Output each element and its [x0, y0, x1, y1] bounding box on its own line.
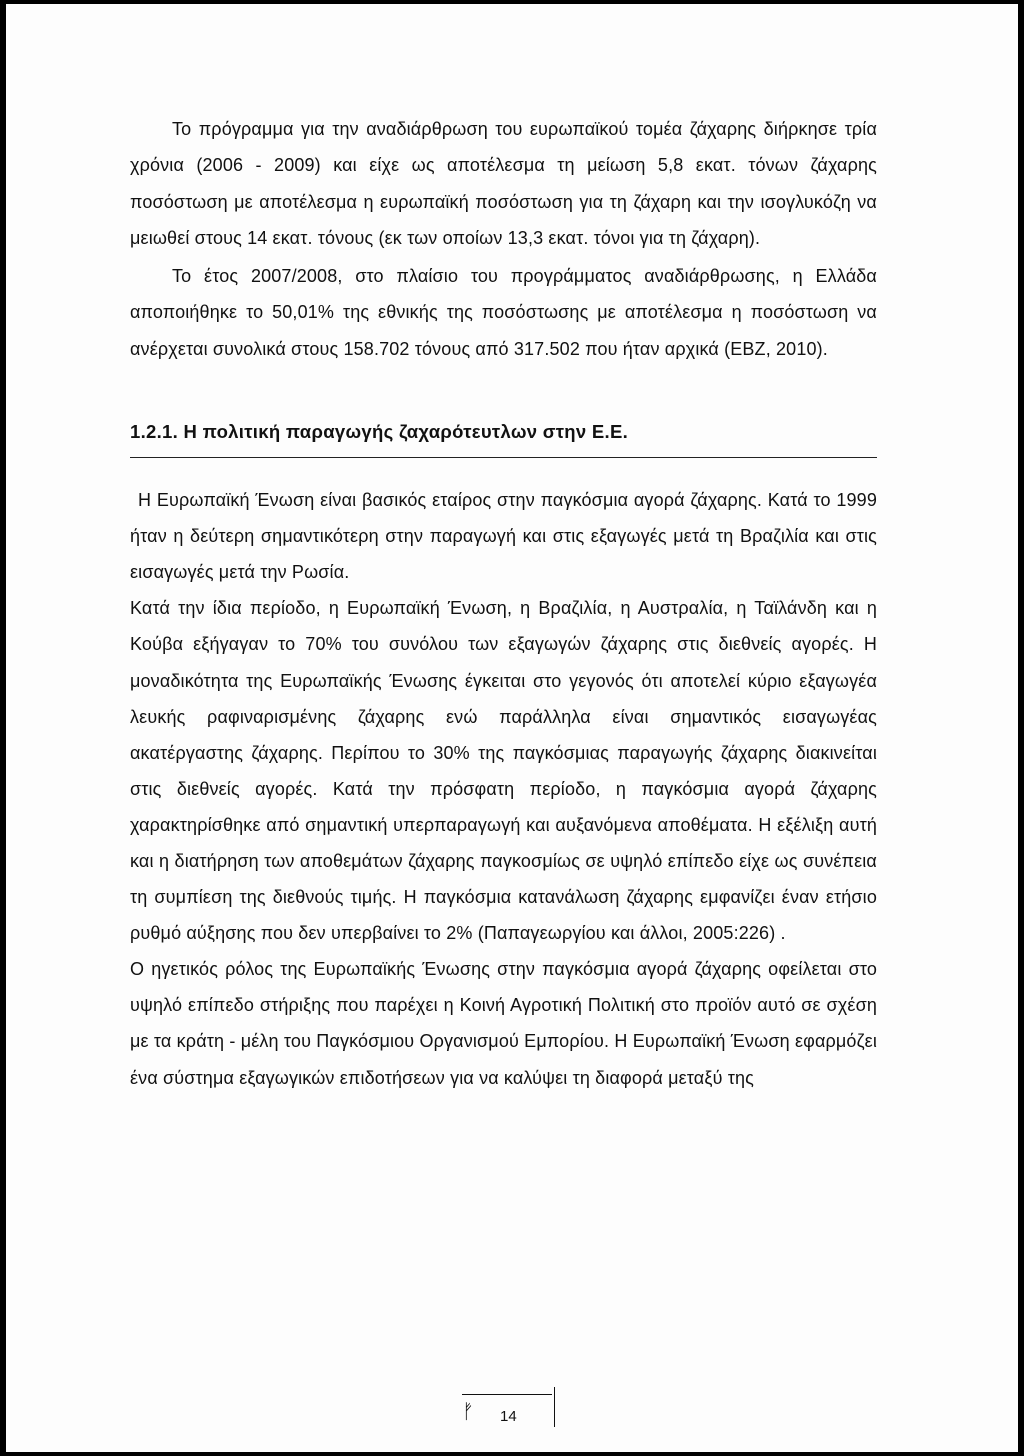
paragraph-restructuring-program: Το πρόγραμμα για την αναδιάρθρωση του ευρωπαϊκού τομέα ζάχαρης διήρκησε τρία χρόνια (2006 - 2009) και είχε ως αποτέλεσμα τη μείωση 5,8 εκατ. τόνων ζάχαρης ποσόστωση με αποτέλεσμα η ευρωπαϊκή ποσόστωση για τη ζάχαρη και την ισογλυκόζη να μειωθεί στους 14 εκατ. τόνους (εκ των οποίων 13,3 εκατ. τόνοι για τη ζάχαρη).: [130, 119, 877, 248]
page-number: 14: [500, 1408, 517, 1425]
page-content: [130, 111, 877, 1096]
paragraph-world-market: Κατά την ίδια περίοδο, η Ευρωπαϊκή Ένωση, η Βραζιλία, η Αυστραλία, η Ταϊλάνδη και η Κούβα εξήγαγαν το 70% του συνόλου των εξαγωγών ζάχαρης στις διεθνείς αγορές. Η μοναδικότητα της Ευρωπαϊκής Ένωσης έγκειται στο γεγονός ότι αποτελεί κύριο εξαγωγέα λευκής ραφιναρισμένης ζάχαρης ενώ παράλληλα είναι σημαντικός εισαγωγέας ακατέργαστης ζάχαρης. Περίπου το 30% της παγκόσμιας παραγωγής ζάχαρης διακινείται στις διεθνείς αγορές. Κατά την πρόσφατη περίοδο, η παγκόσμια αγορά ζάχαρης χαρακτηρίσθηκε από σημαντική υπερπαραγωγή και αυξανόμενα αποθέματα. Η εξέλιξη αυτή και η διατήρηση των αποθεμάτων ζάχαρης παγκοσμίως σε υψηλό επίπεδο είχε ως συνέπεια τη συμπίεση της διεθνούς τιμής. Η παγκόσμια κατανάλωση ζάχαρης εμφανίζει έναν ετήσιο ρυθμό αύξησης που δεν υπερβαίνει το 2% (Παπαγεωργίου και άλλοι, 2005:226) .: [130, 598, 877, 944]
paragraph-eu-partner: Η Ευρωπαϊκή Ένωση είναι βασικός εταίρος στην παγκόσμια αγορά ζάχαρης. Κατά το 1999 ήταν η δεύτερη σημαντικότερη στην παραγωγή και στις εξαγωγές μετά τη Βραζιλία και στις εισαγωγές μετά την Ρωσία.: [130, 490, 877, 583]
section-body: [130, 482, 877, 1096]
heading-underline: [130, 457, 877, 458]
paragraph-greece-quota: Το έτος 2007/2008, στο πλαίσιο του προγράμματος αναδιάρθρωσης, η Ελλάδα αποποιήθηκε το 50,01% της εθνικής της ποσόστωσης με αποτέλεσμα η ποσόστωση να ανέρχεται συνολικά στους 158.702 τόνους από 317.502 που ήταν αρχικά (ΕΒΖ, 2010).: [130, 266, 877, 359]
page-number-top-line: [462, 1394, 552, 1395]
document-page: [6, 4, 1018, 1452]
page-number-box: [462, 1387, 560, 1427]
section-heading: 1.2.1. Η πολιτική παραγωγής ζαχαρότευτλων στην Ε.Ε.: [130, 421, 629, 443]
paragraph-leading-role: Ο ηγετικός ρόλος της Ευρωπαϊκής Ένωσης στην παγκόσμια αγορά ζάχαρης οφείλεται στο υψηλό επίπεδο στήριξης που παρέχει η Κοινή Αγροτική Πολιτική στο προϊόν αυτό σε σχέση με τα κράτη - μέλη του Παγκόσμιου Οργανισμού Εμπορίου. Η Ευρωπαϊκή Ένωση εφαρμόζει ένα σύστημα εξαγωγικών επιδοτήσεων για να καλύψει τη διαφορά μεταξύ της: [130, 959, 877, 1088]
page-number-right-line: [554, 1387, 555, 1427]
page-mark-icon: ᚠ: [462, 1401, 474, 1423]
